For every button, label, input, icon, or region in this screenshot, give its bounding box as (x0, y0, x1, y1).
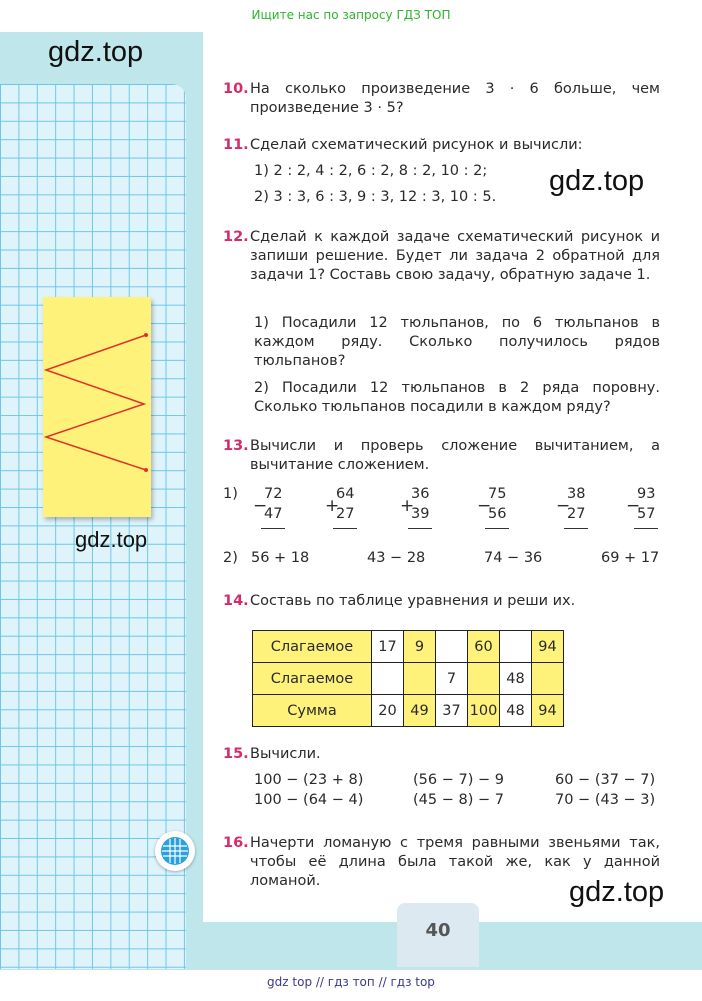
task-number: 11. (223, 137, 249, 153)
operation-sign: − (626, 496, 641, 516)
operation-sign: − (253, 496, 268, 516)
table-cell: 94 (532, 631, 564, 663)
watermark: gdz.top (48, 36, 144, 68)
task-text: Начерти ломаную с тремя равными звеньями так, чтобы её длина была такой же, как у данной ломаной. (250, 835, 660, 889)
task-text: Составь по таблице уравнения и реши их. (250, 593, 576, 609)
bottom-banner: gdz top // гдз топ // гдз top (267, 975, 435, 989)
table-row (253, 695, 564, 727)
task-16 (223, 834, 660, 891)
watermark: gdz.top (75, 527, 148, 552)
watermark: gdz.top (549, 165, 645, 197)
result-line (564, 528, 588, 529)
expression: 69 + 17 (601, 550, 660, 566)
result-line (408, 528, 432, 529)
task-text: Сделай схематический рисунок и вычисли: (250, 137, 583, 153)
table-cell (436, 631, 468, 663)
table-row (253, 631, 564, 663)
globe-icon (155, 831, 195, 871)
column-operation (556, 488, 596, 538)
result-line (634, 528, 658, 529)
task-13-label-1: 1) (223, 486, 238, 502)
operand-top: 72 (264, 486, 283, 502)
table-cell: 49 (404, 695, 436, 727)
task-number: 16. (223, 835, 249, 851)
row-header: Слагаемое (253, 631, 372, 663)
result-line (333, 528, 357, 529)
table-cell: 20 (372, 695, 404, 727)
result-line (485, 528, 509, 529)
operand-top: 64 (336, 486, 355, 502)
table-cell: 100 (468, 695, 500, 727)
operand-top: 93 (637, 486, 656, 502)
column-operation (626, 488, 666, 538)
expression: 56 + 18 (251, 550, 310, 566)
task-text: Сделай к каждой задаче схематический рисунок и запиши решение. Будет ли задача 2 обратной для задачи 1? Составь свою задачу, обратную задаче 1. (250, 229, 660, 283)
operation-sign: − (556, 496, 571, 516)
operand-bottom: 27 (567, 506, 586, 522)
table-cell: 60 (468, 631, 500, 663)
column-operation (477, 488, 517, 538)
watermark: gdz.top (569, 876, 665, 908)
task-text: Вычисли и проверь сложение вычитанием, а вычитание сложением. (250, 438, 660, 473)
table-cell (468, 663, 500, 695)
table-cell: 37 (436, 695, 468, 727)
table-cell: 48 (500, 695, 532, 727)
operation-sign: − (477, 496, 492, 516)
column-operation (325, 488, 365, 538)
top-banner: Ищите нас по запросу ГДЗ ТОП (251, 8, 451, 22)
task-12 (223, 228, 660, 285)
task-11 (223, 136, 660, 155)
table-cell (372, 663, 404, 695)
expression: 60 − (37 − 7) (555, 772, 656, 788)
table-cell: 9 (404, 631, 436, 663)
expression: 74 − 36 (484, 550, 543, 566)
task-14 (223, 592, 660, 611)
table-row (253, 663, 564, 695)
table-cell (500, 631, 532, 663)
table-cell: 48 (500, 663, 532, 695)
equation-table (252, 630, 564, 727)
expression: 70 − (43 − 3) (555, 792, 656, 808)
page-number-tab (397, 903, 479, 967)
result-line (261, 528, 285, 529)
expression: 43 − 28 (367, 550, 426, 566)
column-operation (400, 488, 440, 538)
column-operation (253, 488, 293, 538)
polyline-drawing (43, 297, 151, 517)
operand-top: 38 (567, 486, 586, 502)
table-cell (404, 663, 436, 695)
expression: (56 − 7) − 9 (413, 772, 504, 788)
table-cell: 17 (372, 631, 404, 663)
task-13 (223, 437, 660, 475)
task-11-line-2: 2) 3 : 3, 6 : 3, 9 : 3, 12 : 3, 10 : 5. (254, 189, 497, 205)
task-number: 12. (223, 229, 249, 245)
polyline-card (43, 297, 151, 517)
task-10 (223, 80, 660, 118)
table-cell: 94 (532, 695, 564, 727)
task-15 (223, 745, 660, 764)
operation-sign: + (400, 496, 415, 516)
task-number: 13. (223, 438, 249, 454)
operand-top: 75 (488, 486, 507, 502)
expression: (45 − 8) − 7 (413, 792, 504, 808)
task-number: 10. (223, 81, 249, 97)
expression: 100 − (23 + 8) (254, 772, 364, 788)
operand-bottom: 27 (336, 506, 355, 522)
expression: 100 − (64 − 4) (254, 792, 364, 808)
page-number: 40 (425, 920, 451, 941)
task-13-label-2: 2) (223, 550, 238, 566)
task-number: 15. (223, 746, 249, 762)
operand-bottom: 56 (488, 506, 507, 522)
operand-top: 36 (411, 486, 430, 502)
operand-bottom: 47 (264, 506, 283, 522)
table-cell: 7 (436, 663, 468, 695)
row-header: Слагаемое (253, 663, 372, 695)
task-11-line-1: 1) 2 : 2, 4 : 2, 6 : 2, 8 : 2, 10 : 2; (254, 163, 488, 179)
task-12-problem-2: 2) Посадили 12 тюльпанов в 2 ряда поровну. Сколько тюльпанов посадили в каждом ряду? (254, 380, 660, 415)
task-number: 14. (223, 593, 249, 609)
row-header: Сумма (253, 695, 372, 727)
operand-bottom: 57 (637, 506, 656, 522)
task-12-problem-1: 1) Посадили 12 тюльпанов, по 6 тюльпанов в каждом ряду. Сколько получилось рядов тюльпанов? (254, 315, 660, 369)
operand-bottom: 39 (411, 506, 430, 522)
operation-sign: + (325, 496, 340, 516)
table-cell (532, 663, 564, 695)
task-text: На сколько произведение 3 · 6 больше, чем произведение 3 · 5? (250, 81, 660, 116)
task-text: Вычисли. (250, 746, 321, 762)
